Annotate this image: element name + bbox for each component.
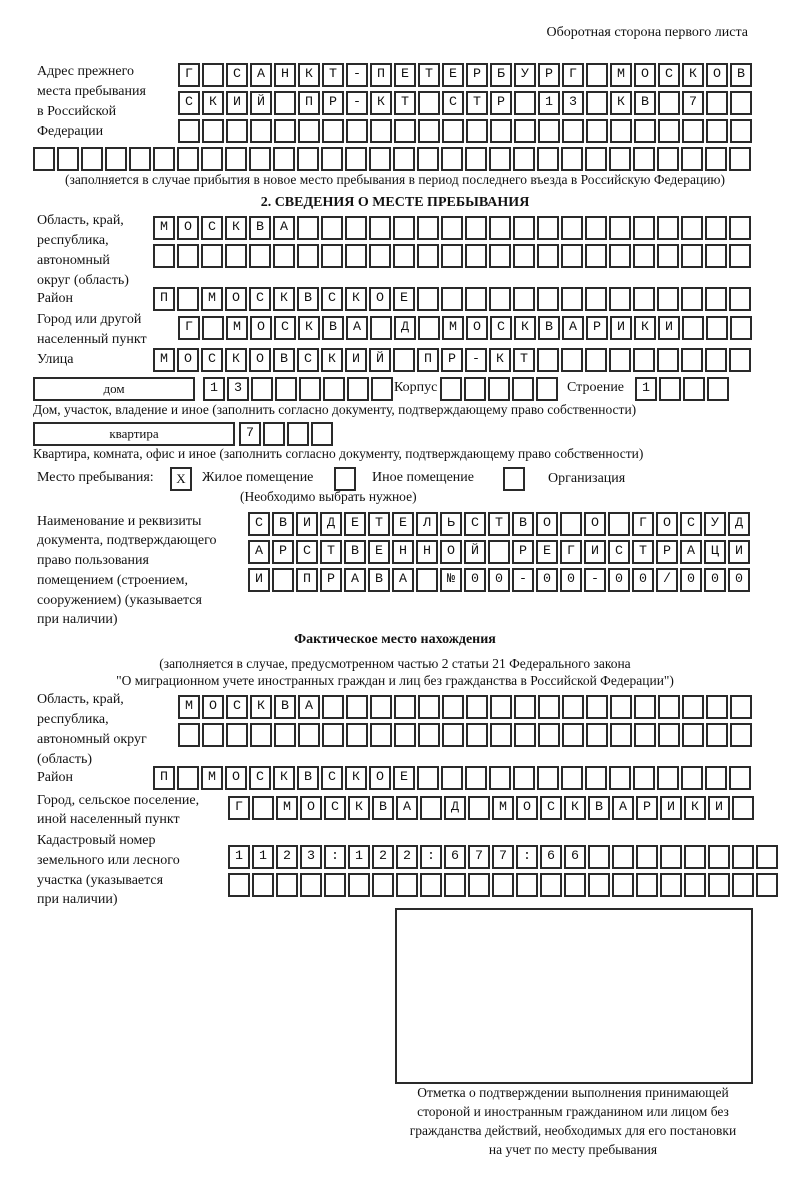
label-line: Область, край, bbox=[37, 213, 124, 228]
row-value: СВИДЕТЕЛЬСТВО О ГОСУД bbox=[255, 516, 759, 531]
house-note: Дом, участок, владение и иное (заполнить согласно документу, подтверждающему право собственности) bbox=[33, 402, 637, 417]
corpus-row[interactable] bbox=[440, 377, 560, 401]
place-note: (Необходимо выбрать нужное) bbox=[240, 489, 417, 504]
row-value: Г МОСКВА Д МОСКВАРИКИ bbox=[235, 800, 763, 815]
actual-location-title: Фактическое место нахождения bbox=[294, 632, 496, 647]
prev-address-note: (заполняется в случае прибытия в новое место пребывания в период последнего въезда в Российскую Федерацию) bbox=[64, 172, 726, 187]
actual-region-row-1[interactable] bbox=[178, 695, 761, 719]
label-line: в Российской bbox=[37, 104, 117, 119]
row-value: 1 bbox=[642, 381, 738, 396]
row-value bbox=[228, 875, 787, 895]
row-value: 7 bbox=[246, 426, 342, 441]
label-line: при наличии) bbox=[37, 892, 118, 907]
checkbox-organization[interactable] bbox=[503, 467, 525, 491]
cadastral-row-1[interactable] bbox=[228, 845, 787, 869]
label-line: Наименование и реквизиты bbox=[37, 514, 202, 529]
label-line: при наличии) bbox=[37, 612, 118, 627]
house-type-field[interactable]: дом bbox=[33, 377, 195, 401]
label-line: республика, bbox=[37, 712, 109, 727]
stamp-caption bbox=[390, 1083, 756, 1159]
label-line: (область) bbox=[37, 752, 93, 767]
actual-note-line: (заполняется в случае, предусмотренном частью 2 статьи 21 Федерального закона bbox=[159, 656, 631, 671]
row-value: СКИЙ ПР-КТ СТР 13 КВ 7 bbox=[185, 95, 761, 110]
row-value bbox=[178, 725, 761, 745]
row-value: МОСКВА bbox=[160, 220, 760, 235]
caption-line: гражданства действий, необходимых для его постановки bbox=[409, 1123, 737, 1138]
row-value: П МОСКВСКОЕ bbox=[160, 291, 760, 306]
label-line: помещением (строением, bbox=[37, 573, 188, 588]
district-label: Район bbox=[37, 291, 73, 306]
label-line: Область, край, bbox=[37, 692, 124, 707]
row-value: П МОСКВСКОЕ bbox=[160, 770, 760, 785]
row-value bbox=[153, 246, 760, 266]
option-residential-label: Жилое помещение bbox=[202, 470, 314, 485]
apartment-number-row[interactable] bbox=[239, 422, 342, 446]
row-value: АРСТВЕННОЙ РЕГИСТРАЦИ bbox=[255, 544, 759, 559]
street-row[interactable] bbox=[153, 348, 760, 372]
option-other-premises-label: Иное помещение bbox=[372, 470, 474, 485]
place-label: Место пребывания: bbox=[37, 470, 154, 485]
label-line: автономный округ bbox=[37, 732, 147, 747]
region-row-1[interactable] bbox=[153, 216, 760, 240]
apartment-note: Квартира, комната, офис и иное (заполнить согласно документу, подтверждающему право собственности) bbox=[33, 446, 644, 461]
caption-line: на учет по месту пребывания bbox=[488, 1142, 658, 1157]
row-value: Г МОСКВА Д МОСКВАРИКИ bbox=[185, 320, 761, 335]
building-label: Строение bbox=[567, 380, 625, 395]
label-line: Город, сельское поселение, bbox=[37, 793, 200, 808]
caption-line: Отметка о подтверждении выполнения принимающей bbox=[417, 1085, 729, 1100]
street-label: Улица bbox=[37, 352, 74, 367]
row-value bbox=[440, 379, 567, 399]
row-value: МОСКОВСКИЙ ПР-КТ bbox=[160, 352, 760, 367]
label-line: документа, подтверждающего bbox=[37, 533, 217, 548]
checkbox-residential[interactable]: X bbox=[170, 467, 192, 491]
label-line: Кадастровый номер bbox=[37, 833, 156, 848]
document-row-3[interactable] bbox=[248, 568, 759, 592]
actual-note-line: "О миграционном учете иностранных граждан и лиц без гражданства в Российской Федерации") bbox=[116, 673, 674, 688]
apartment-type-field[interactable]: квартира bbox=[33, 422, 235, 446]
actual-district-label: Район bbox=[37, 770, 73, 785]
prev-address-row-1[interactable] bbox=[178, 63, 761, 87]
corpus-label: Корпус bbox=[394, 380, 438, 395]
section-2-title: 2. СВЕДЕНИЯ О МЕСТЕ ПРЕБЫВАНИЯ bbox=[260, 195, 530, 210]
label-line: Федерации bbox=[37, 124, 104, 139]
option-organization-label: Организация bbox=[548, 471, 626, 486]
label-line: округ (область) bbox=[37, 273, 129, 288]
document-row-1[interactable] bbox=[248, 512, 759, 536]
cadastral-row-2[interactable] bbox=[228, 873, 780, 897]
page-side-header: Оборотная сторона первого листа bbox=[546, 25, 748, 40]
confirmation-stamp-box bbox=[395, 908, 753, 1084]
region-row-2[interactable] bbox=[153, 244, 753, 268]
label-line: сооружением) (указывается bbox=[37, 593, 202, 608]
city-row[interactable] bbox=[178, 316, 761, 340]
label-line: земельного или лесного bbox=[37, 853, 180, 868]
building-row[interactable] bbox=[635, 377, 738, 401]
row-value bbox=[33, 149, 760, 169]
row-value: 1123:122:677:66 bbox=[235, 849, 787, 864]
district-row[interactable] bbox=[153, 287, 760, 311]
label-line: республика, bbox=[37, 233, 109, 248]
label-line: Город или другой bbox=[37, 312, 142, 327]
label-line: автономный bbox=[37, 253, 110, 268]
caption-line: стороной и иностранным гражданином или лицом без bbox=[417, 1104, 729, 1119]
actual-city-row[interactable] bbox=[228, 796, 763, 820]
actual-district-row[interactable] bbox=[153, 766, 760, 790]
label-line: право пользования bbox=[37, 553, 149, 568]
label-line: Адрес прежнего bbox=[37, 64, 134, 79]
label-line: места пребывания bbox=[37, 84, 146, 99]
actual-region-row-2[interactable] bbox=[178, 723, 754, 747]
document-row-2[interactable] bbox=[248, 540, 759, 564]
row-value: МОСКВА bbox=[185, 699, 761, 714]
label-line: населенный пункт bbox=[37, 332, 147, 347]
prev-address-row-2[interactable] bbox=[178, 91, 761, 115]
row-value: И ПРАВА №00-00-00/000 bbox=[255, 572, 759, 587]
row-value: 13 bbox=[210, 381, 402, 396]
row-value: Г САНКТ-ПЕТЕРБУРГ МОСКОВ bbox=[185, 67, 761, 82]
label-line: иной населенный пункт bbox=[37, 812, 180, 827]
prev-address-row-3[interactable] bbox=[178, 119, 754, 143]
house-number-row[interactable] bbox=[203, 377, 402, 401]
label-line: участка (указывается bbox=[37, 873, 164, 888]
prev-address-row-4[interactable] bbox=[33, 147, 753, 171]
row-value bbox=[178, 121, 761, 141]
